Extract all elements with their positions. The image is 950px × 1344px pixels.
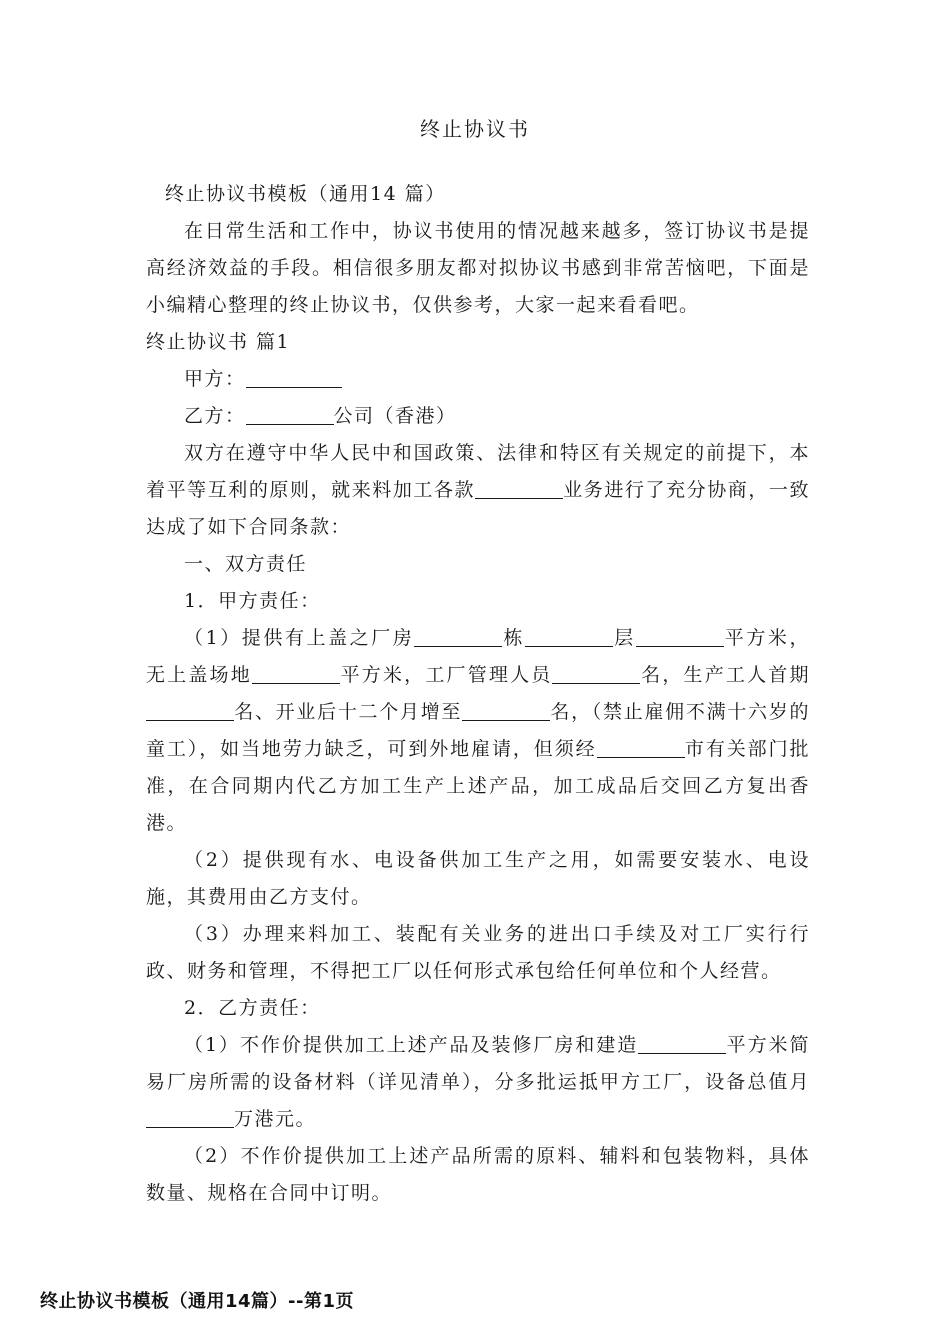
party-a-label: 甲方： <box>184 368 246 390</box>
blank <box>636 626 724 647</box>
a1-text-7: 名，（禁止雇佣不满十六岁的童工），如当地劳力缺乏，可到外地雇请，但须经 <box>146 701 810 760</box>
party-a-line <box>146 361 810 398</box>
subtitle: 终止协议书模板（通用14 篇） <box>165 183 446 205</box>
document-body <box>146 176 810 1212</box>
page-footer: 终止协议书模板（通用14篇）--第1页 <box>40 1291 355 1312</box>
blank <box>414 626 502 647</box>
preamble-text-2: 业务进行了充分协商，一致达成了如下合同条款： <box>146 479 810 538</box>
preamble-text-1: 双方在遵守中华人民中和国政策、法律和特区有关规定的前提下，本着平等互利的原则，就来料加工各款 <box>146 442 810 501</box>
party-a-duty-2: （2）提供现有水、电设备供加工生产之用，如需要安装水、电设施，其费用由乙方支付。 <box>146 849 810 908</box>
business-blank <box>475 478 563 499</box>
party-b-label: 乙方： <box>184 405 246 427</box>
b1-text-0: （1）不作价提供加工上述产品及装修厂房和建造 <box>184 1034 639 1056</box>
party-a-blank <box>246 367 342 388</box>
heading-responsibilities: 一、双方责任 <box>184 553 308 575</box>
blank <box>146 1107 234 1128</box>
blank <box>462 700 550 721</box>
blank <box>525 626 613 647</box>
party-b-blank <box>246 404 334 425</box>
document-title: 终止协议书 <box>420 117 530 141</box>
a1-text-6: 名、开业后十二个月增至 <box>234 701 463 723</box>
heading-party-b-duties: 2．乙方责任： <box>184 997 321 1019</box>
party-b-duty-1 <box>146 1027 810 1138</box>
blank <box>597 737 685 758</box>
preamble-paragraph <box>146 435 810 546</box>
blank <box>552 663 640 684</box>
party-b-suffix: 公司（香港） <box>333 405 457 427</box>
blank <box>252 663 340 684</box>
a1-text-8: 市有关部门批准，在合同期内代乙方加工生产上述产品，加工成品后交回乙方复出香港。 <box>146 738 810 834</box>
b1-text-2: 万港元。 <box>234 1108 317 1130</box>
blank <box>146 700 234 721</box>
a1-text-5: 名，生产工人首期 <box>640 664 810 686</box>
party-b-duty-2: （2）不作价提供加工上述产品所需的原料、辅料和包装物料，具体数量、规格在合同中订明。 <box>146 1145 810 1204</box>
a1-text-0: （1）提供有上盖之厂房 <box>184 627 415 649</box>
intro-paragraph: 在日常生活和工作中，协议书使用的情况越来越多，签订协议书是提高经济效益的手段。相信很多朋友都对拟协议书感到非常苦恼吧，下面是小编精心整理的终止协议书，仅供参考，大家一起来看看吧。 <box>146 220 810 316</box>
section-heading: 终止协议书 篇1 <box>146 331 291 353</box>
blank <box>638 1033 726 1054</box>
party-a-duty-3: （3）办理来料加工、装配有关业务的进出口手续及对工厂实行行政、财务和管理，不得把工厂以任何形式承包给任何单位和个人经营。 <box>146 923 810 982</box>
heading-party-a-duties: 1．甲方责任： <box>184 590 321 612</box>
b1-text-1: 平方米简易厂房所需的设备材料（详见清单），分多批运抵甲方工厂，设备总值月 <box>146 1034 810 1093</box>
a1-text-2: 层 <box>613 627 636 649</box>
a1-text-1: 栋 <box>502 627 526 649</box>
party-b-line <box>146 398 810 435</box>
a1-text-3: 平方米，无上盖场地 <box>146 627 810 686</box>
a1-text-4: 平方米，工厂管理人员 <box>339 664 553 686</box>
party-a-duty-1 <box>146 620 810 842</box>
